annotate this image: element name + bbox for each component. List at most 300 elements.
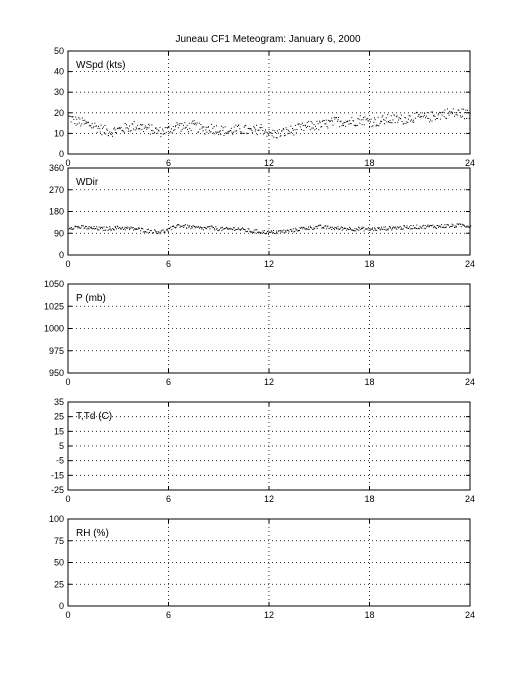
data-point [187, 129, 188, 130]
data-point [350, 228, 351, 229]
data-point [196, 226, 197, 227]
data-point [135, 129, 136, 130]
data-point [285, 135, 286, 136]
data-point [293, 135, 294, 136]
data-point [278, 230, 279, 231]
data-point [219, 229, 220, 230]
data-point [402, 229, 403, 230]
data-point [251, 231, 252, 232]
data-point [163, 131, 164, 132]
data-point [390, 228, 391, 229]
data-point [297, 129, 298, 130]
data-point [161, 231, 162, 232]
data-point [256, 229, 257, 230]
data-point [148, 229, 149, 230]
y-tick-label: 1025 [43, 301, 64, 312]
data-point [347, 121, 348, 122]
data-point [296, 229, 297, 230]
data-point [315, 126, 316, 127]
y-tick-label: -25 [50, 485, 64, 495]
data-point [446, 227, 447, 228]
data-point [71, 121, 72, 122]
data-point [232, 134, 233, 135]
data-point [114, 230, 115, 231]
data-point [368, 120, 369, 121]
panel-wspd [54, 46, 475, 168]
data-point [313, 229, 314, 230]
data-point [328, 226, 329, 227]
data-point [116, 132, 117, 133]
data-point [372, 229, 373, 230]
data-point [221, 126, 222, 127]
data-point [282, 232, 283, 233]
data-point [91, 127, 92, 128]
data-point [282, 230, 283, 231]
data-point [411, 119, 412, 120]
y-tick-label: 15 [53, 426, 64, 437]
data-point [408, 119, 409, 120]
data-point [123, 131, 124, 132]
data-point [157, 133, 158, 134]
data-point [224, 228, 225, 229]
y-tick-label: 10 [53, 128, 64, 139]
data-point [342, 227, 343, 228]
data-point [214, 133, 215, 134]
data-point [392, 227, 393, 228]
data-point [347, 228, 348, 229]
data-point [455, 226, 456, 227]
data-point [136, 127, 137, 128]
data-point [221, 227, 222, 228]
data-point [189, 128, 190, 129]
data-point [372, 125, 373, 126]
data-point [408, 228, 409, 229]
data-point [235, 131, 236, 132]
data-point [206, 127, 207, 128]
data-point [205, 134, 206, 135]
data-point [237, 126, 238, 127]
data-point [227, 133, 228, 134]
data-point [444, 110, 445, 111]
data-point [220, 134, 221, 135]
data-point [211, 124, 212, 125]
data-point [172, 132, 173, 133]
data-point [378, 117, 379, 118]
data-point [266, 132, 267, 133]
data-point [76, 226, 77, 227]
data-point [196, 125, 197, 126]
data-point [214, 230, 215, 231]
data-point [121, 229, 122, 230]
data-point [280, 136, 281, 137]
data-point [359, 123, 360, 124]
data-point [125, 123, 126, 124]
data-point [252, 132, 253, 133]
data-point [397, 122, 398, 123]
x-tick-label: 12 [263, 158, 275, 168]
data-point [150, 134, 151, 135]
data-point [446, 118, 447, 119]
data-point [425, 117, 426, 118]
data-point [133, 227, 134, 228]
data-point [76, 119, 77, 120]
data-point [349, 229, 350, 230]
data-point [73, 119, 74, 120]
data-point [183, 227, 184, 228]
data-point [309, 126, 310, 127]
x-tick-label: 0 [65, 494, 71, 504]
data-point [153, 232, 154, 233]
data-point [168, 231, 169, 232]
data-point [358, 230, 359, 231]
x-tick-label: 0 [65, 610, 71, 620]
data-point [259, 130, 260, 131]
data-point [308, 227, 309, 228]
data-point [391, 115, 392, 116]
data-point [247, 231, 248, 232]
data-point [457, 223, 458, 224]
data-point [175, 125, 176, 126]
data-point [154, 229, 155, 230]
data-point [354, 230, 355, 231]
data-point [237, 229, 238, 230]
data-point [311, 128, 312, 129]
data-point [265, 233, 266, 234]
data-point [262, 130, 263, 131]
data-point [251, 232, 252, 233]
data-point [334, 229, 335, 230]
data-point [283, 128, 284, 129]
data-point [351, 229, 352, 230]
data-point [418, 116, 419, 117]
data-point [327, 226, 328, 227]
data-point [461, 226, 462, 227]
x-tick-label: 12 [263, 377, 275, 387]
data-point [373, 122, 374, 123]
data-point [306, 228, 307, 229]
data-point [114, 127, 115, 128]
data-point [125, 229, 126, 230]
data-point [447, 224, 448, 225]
data-point [467, 227, 468, 228]
data-point [210, 226, 211, 227]
data-point [127, 127, 128, 128]
data-point [281, 135, 282, 136]
data-point [180, 227, 181, 228]
data-point [464, 118, 465, 119]
data-point [260, 127, 261, 128]
data-point [406, 121, 407, 122]
panel-label-wspd: WSpd (kts) [76, 60, 126, 71]
data-point [129, 229, 130, 230]
data-point [376, 126, 377, 127]
data-point [290, 126, 291, 127]
data-point [182, 129, 183, 130]
data-point [71, 227, 72, 228]
data-point [454, 227, 455, 228]
data-point [261, 124, 262, 125]
data-point [410, 229, 411, 230]
data-point [124, 228, 125, 229]
data-point [394, 227, 395, 228]
data-point [93, 228, 94, 229]
data-point [316, 226, 317, 227]
data-point [163, 134, 164, 135]
data-point [375, 229, 376, 230]
data-point [215, 226, 216, 227]
data-point [151, 130, 152, 131]
data-point [390, 122, 391, 123]
data-point [205, 228, 206, 229]
data-point [350, 123, 351, 124]
data-point [107, 227, 108, 228]
data-point [374, 228, 375, 229]
data-point [341, 121, 342, 122]
data-point [365, 116, 366, 117]
data-point [210, 228, 211, 229]
data-point [130, 228, 131, 229]
data-point [148, 124, 149, 125]
data-point [302, 228, 303, 229]
data-point [307, 122, 308, 123]
data-point [254, 233, 255, 234]
data-point [316, 121, 317, 122]
data-point [129, 228, 130, 229]
data-point [303, 227, 304, 228]
data-point [430, 225, 431, 226]
data-point [231, 132, 232, 133]
data-point [174, 129, 175, 130]
data-point [376, 124, 377, 125]
data-point [192, 121, 193, 122]
data-point [115, 227, 116, 228]
y-tick-label: 0 [58, 250, 64, 260]
data-point [438, 113, 439, 114]
data-point [175, 126, 176, 127]
data-point [424, 115, 425, 116]
data-point [269, 132, 270, 133]
data-point [437, 225, 438, 226]
data-point [153, 133, 154, 134]
data-point [103, 127, 104, 128]
data-point [382, 229, 383, 230]
data-point [254, 230, 255, 231]
data-point [323, 228, 324, 229]
data-point [176, 225, 177, 226]
data-point [118, 128, 119, 129]
data-point [184, 225, 185, 226]
data-point [312, 123, 313, 124]
data-point [332, 227, 333, 228]
data-point [437, 118, 438, 119]
data-point [414, 227, 415, 228]
data-point [190, 228, 191, 229]
data-point [184, 122, 185, 123]
data-point [314, 129, 315, 130]
y-tick-label: 1000 [43, 323, 64, 334]
x-tick-label: 18 [364, 610, 375, 620]
data-point [275, 132, 276, 133]
data-point [171, 128, 172, 129]
data-point [128, 131, 129, 132]
data-point [178, 127, 179, 128]
data-point [146, 129, 147, 130]
data-point [456, 112, 457, 113]
data-point [370, 121, 371, 122]
data-point [195, 123, 196, 124]
data-point [81, 227, 82, 228]
data-point [389, 122, 390, 123]
data-point [251, 129, 252, 130]
data-point [86, 226, 87, 227]
data-point [131, 227, 132, 228]
data-point [170, 227, 171, 228]
data-point [191, 123, 192, 124]
data-point [371, 126, 372, 127]
data-point [154, 132, 155, 133]
data-point [466, 227, 467, 228]
data-point [466, 118, 467, 119]
data-point [100, 227, 101, 228]
data-point [291, 132, 292, 133]
data-point [428, 225, 429, 226]
x-tick-label: 24 [464, 377, 476, 387]
data-point [301, 227, 302, 228]
data-point [396, 228, 397, 229]
data-point [401, 115, 402, 116]
data-point [176, 122, 177, 123]
data-point [276, 231, 277, 232]
data-point [277, 130, 278, 131]
data-point [79, 119, 80, 120]
data-point [469, 226, 470, 227]
data-point [300, 126, 301, 127]
data-point [239, 128, 240, 129]
data-point [399, 117, 400, 118]
data-point [447, 113, 448, 114]
data-point [293, 228, 294, 229]
data-point [461, 117, 462, 118]
data-point [376, 230, 377, 231]
data-point [189, 225, 190, 226]
data-point [302, 123, 303, 124]
data-point [164, 133, 165, 134]
data-point [277, 233, 278, 234]
data-point [326, 120, 327, 121]
data-point [449, 115, 450, 116]
data-point [129, 126, 130, 127]
data-point [440, 226, 441, 227]
data-point [201, 228, 202, 229]
data-point [266, 233, 267, 234]
data-point [238, 227, 239, 228]
data-point [353, 230, 354, 231]
x-tick-label: 24 [464, 610, 476, 620]
data-point [420, 226, 421, 227]
data-point [234, 227, 235, 228]
panel-temp [51, 397, 475, 504]
data-point [86, 121, 87, 122]
data-point [97, 229, 98, 230]
data-point [303, 227, 304, 228]
data-point [79, 123, 80, 124]
data-point [403, 229, 404, 230]
data-point [462, 109, 463, 110]
data-point [432, 111, 433, 112]
data-point [382, 115, 383, 116]
data-point [257, 134, 258, 135]
data-point [287, 133, 288, 134]
data-point [218, 132, 219, 133]
x-tick-label: 12 [263, 610, 275, 620]
data-point [423, 116, 424, 117]
data-point [407, 122, 408, 123]
data-point [371, 229, 372, 230]
data-point [418, 228, 419, 229]
data-point [395, 227, 396, 228]
data-point [427, 112, 428, 113]
data-point [271, 230, 272, 231]
data-point [331, 118, 332, 119]
data-point [351, 123, 352, 124]
y-tick-label: 1050 [43, 279, 64, 289]
data-point [226, 133, 227, 134]
data-point [94, 123, 95, 124]
data-point [90, 227, 91, 228]
data-point [108, 230, 109, 231]
data-point [229, 131, 230, 132]
data-point [216, 125, 217, 126]
data-point [111, 134, 112, 135]
y-tick-label: 90 [53, 228, 64, 239]
data-point [241, 229, 242, 230]
data-point [268, 234, 269, 235]
data-point [381, 121, 382, 122]
data-point [394, 115, 395, 116]
data-point [421, 228, 422, 229]
data-point [205, 129, 206, 130]
data-point [314, 124, 315, 125]
data-point [150, 230, 151, 231]
data-point [392, 119, 393, 120]
data-point [112, 228, 113, 229]
data-point [371, 119, 372, 120]
data-point [428, 118, 429, 119]
data-point [360, 115, 361, 116]
data-point [161, 133, 162, 134]
data-point [370, 230, 371, 231]
data-point [247, 133, 248, 134]
data-point [303, 130, 304, 131]
data-point [195, 227, 196, 228]
data-point [342, 123, 343, 124]
data-point [361, 119, 362, 120]
x-tick-label: 18 [364, 377, 375, 387]
data-point [296, 132, 297, 133]
data-point [343, 228, 344, 229]
data-point [244, 127, 245, 128]
data-point [86, 229, 87, 230]
data-point [255, 129, 256, 130]
plot-area [68, 51, 470, 154]
data-point [263, 134, 264, 135]
data-point [451, 112, 452, 113]
data-point [107, 130, 108, 131]
data-point [210, 131, 211, 132]
data-point [386, 117, 387, 118]
data-point [300, 228, 301, 229]
data-point [126, 227, 127, 228]
